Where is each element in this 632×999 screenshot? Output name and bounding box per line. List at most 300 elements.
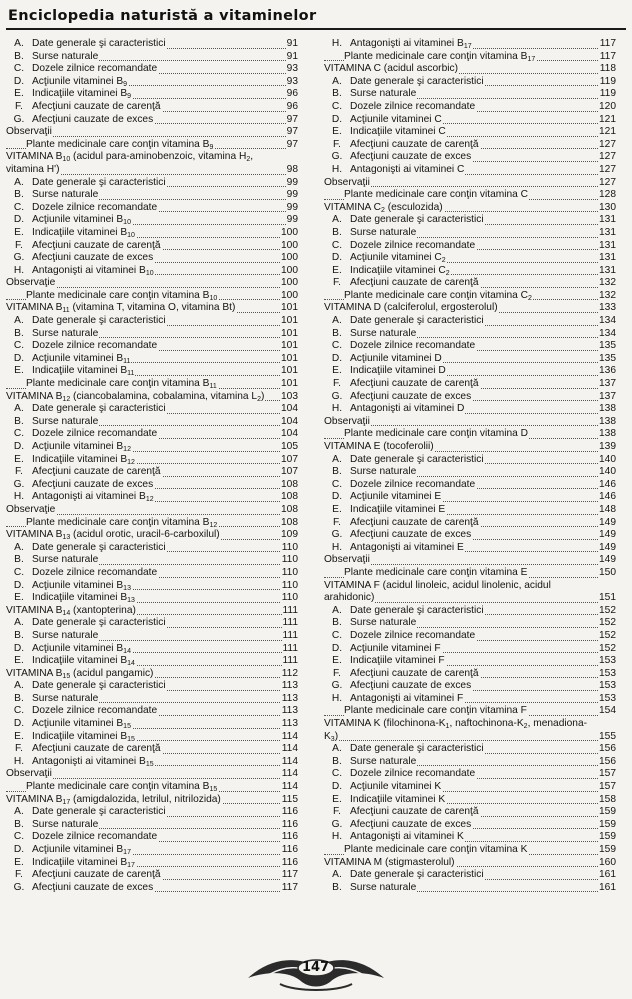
toc-entry: [6, 655, 298, 668]
toc-entry-letter: A.: [332, 75, 342, 87]
toc-entry-letter: E.: [14, 88, 24, 100]
toc-entry: [6, 806, 298, 819]
toc-page-number: 110: [281, 554, 298, 566]
toc-entry: [6, 353, 298, 366]
toc-entry-letter: C.: [331, 239, 343, 251]
toc-chapter-entry: [324, 718, 616, 731]
toc-entry-letter: D.: [331, 642, 343, 654]
toc-entry-text: D. Acţiunile vitaminei $B_{15}$: [6, 718, 132, 729]
toc-entry-text: F. Afecţiuni cauzate de carenţă: [324, 517, 480, 528]
toc-entry-text: C. Dozele zilnice recomandate: [324, 768, 476, 779]
toc-entry-text: C. Dozele zilnice recomandate: [324, 340, 476, 351]
toc-page-number: 97: [286, 113, 298, 125]
toc-entry-letter: E.: [332, 655, 342, 667]
toc-entry-text: C. Dozele zilnice recomandate: [6, 705, 158, 716]
toc-entry-letter: B.: [14, 692, 24, 704]
toc-entry-text: B. Surse naturale: [6, 189, 99, 200]
toc-entry-letter: D.: [331, 113, 343, 125]
toc-page-number: 139: [599, 441, 616, 452]
toc-entry-letter: F.: [333, 138, 341, 150]
toc-page-number: 135: [599, 340, 616, 352]
toc-entry-text: Observaţii: [324, 554, 370, 566]
toc-entry: [324, 705, 616, 718]
toc-page-number: 132: [599, 277, 616, 289]
book-title: Enciclopedia naturistă a vitaminelor: [8, 8, 317, 24]
toc-entry: [324, 756, 616, 769]
toc-page-number: 153: [599, 680, 616, 692]
toc-page-number: 128: [599, 189, 616, 201]
toc-entry-letter: E.: [14, 453, 24, 465]
toc-chapter-entry: [6, 605, 298, 618]
toc-page-number: 133: [599, 302, 616, 314]
toc-entry-letter: C.: [331, 100, 343, 112]
toc-entry: [6, 365, 298, 378]
toc-page-number: 100: [281, 277, 298, 289]
toc-page-number: 153: [599, 667, 616, 679]
toc-entry-letter: G.: [331, 680, 343, 692]
toc-entry-letter: B.: [14, 554, 24, 566]
toc-chapter-entry: [6, 529, 298, 542]
toc-entry-text: C. Dozele zilnice recomandate: [6, 831, 158, 842]
toc-entry-text: Observaţie: [6, 503, 56, 515]
toc-entry: [6, 819, 298, 832]
toc-page-number: 101: [281, 315, 298, 327]
toc-entry: [6, 403, 298, 416]
toc-entry-text: E. Indicaţiile vitaminei $B_{13}$: [6, 592, 136, 603]
toc-entry: [324, 743, 616, 756]
toc-entry: [324, 101, 616, 114]
toc-entry: [324, 416, 616, 429]
toc-entry-text: D. Acţiunile vitaminei $B_9$: [6, 76, 128, 87]
page-number: 147: [302, 960, 330, 975]
toc-entry-text: A. Date generale şi caracteristici: [324, 214, 485, 225]
toc-page-number: 151: [599, 592, 616, 604]
toc-page-number: 152: [599, 617, 616, 629]
toc-entry-text: D. Acţiunile vitaminei F: [324, 643, 442, 654]
toc-page-number: 138: [599, 428, 616, 440]
toc-entry: [6, 189, 298, 202]
toc-entry-text: Plante medicinale care conţin vitamina $B_{10}$: [26, 289, 218, 302]
toc-entry: [324, 214, 616, 227]
toc-entry-text: VITAMINA $B_{14}$ (xantopterina): [6, 604, 136, 617]
toc-entry-letter: E.: [332, 793, 342, 805]
toc-page-number: 104: [281, 415, 298, 427]
toc-page-number: 156: [599, 755, 616, 767]
toc-entry: [6, 680, 298, 693]
toc-page-number: 116: [281, 806, 298, 818]
toc-entry-text: H. Antagonişti ai vitaminei C: [324, 164, 465, 175]
toc-entry: [6, 51, 298, 64]
toc-entry: [324, 240, 616, 253]
toc-entry-letter: G.: [13, 881, 25, 893]
toc-page-number: 108: [281, 503, 298, 515]
toc-page-number: 119: [599, 88, 616, 100]
toc-entry: [324, 831, 616, 844]
toc-entry-letter: C.: [13, 566, 25, 578]
toc-page-number: 104: [281, 403, 298, 415]
toc-entry: [6, 378, 298, 391]
toc-page-number: 135: [599, 352, 616, 364]
toc-entry-text: A. Date generale şi caracteristici: [6, 806, 167, 817]
toc-entry-text: G. Afecţiuni cauzate de exces: [324, 819, 472, 830]
toc-entry-text: D. Acţiunile vitaminei $B_{10}$: [6, 214, 132, 225]
toc-entry: [6, 743, 298, 756]
toc-entry-letter: H.: [331, 403, 343, 415]
toc-entry: [6, 731, 298, 744]
toc-entry-text: E. Indicaţiile vitaminei $B_{17}$: [6, 857, 136, 868]
toc-entry-text: H. Antagonişti ai vitaminei $B_{12}$: [6, 491, 155, 502]
toc-page-number: 127: [599, 138, 616, 150]
toc-entry-text: B. Surse naturale: [324, 466, 417, 477]
toc-entry: [324, 88, 616, 101]
toc-entry-letter: H.: [13, 755, 25, 767]
toc-entry-text: G. Afecţiuni cauzate de exces: [324, 680, 472, 691]
toc-page-number: 91: [286, 50, 298, 62]
toc-entry-text: F. Afecţiuni cauzate de carenţă: [6, 240, 162, 251]
toc-entry-letter: B.: [332, 617, 342, 629]
toc-entry-letter: B.: [14, 50, 24, 62]
toc-chapter-entry: [324, 592, 616, 605]
toc-entry-text: G. Afecţiuni cauzate de exces: [6, 479, 154, 490]
toc-entry-letter: B.: [332, 881, 342, 893]
toc-entry-text: Plante medicinale care conţin vitamina $C_2$: [344, 289, 532, 302]
toc-entry: [6, 479, 298, 492]
toc-entry-text: Plante medicinale care conţin vitamina $B_{15}$: [26, 781, 218, 794]
toc-entry: [6, 542, 298, 555]
toc-entry-text: E. Indicaţiile vitaminei $B_{11}$: [6, 365, 135, 376]
toc-entry-text: D. Acţiunile vitaminei $B_{11}$: [6, 353, 131, 364]
toc-entry: [6, 290, 298, 303]
toc-entry-text: VITAMINA F (acidul linoleic, acidul linolenic, acidul: [324, 579, 551, 591]
toc-entry-letter: G.: [13, 252, 25, 264]
toc-entry-letter: A.: [332, 743, 342, 755]
toc-entry: [6, 252, 298, 265]
toc-page-number: 134: [599, 327, 616, 339]
toc-entry-text: Plante medicinale care conţin vitamina D: [344, 428, 529, 440]
toc-entry-letter: A.: [14, 680, 24, 692]
toc-page-number: 99: [286, 189, 298, 201]
toc-page-number: 99: [286, 176, 298, 188]
toc-entry-text: C. Dozele zilnice recomandate: [6, 428, 158, 439]
toc-entry-text: B. Surse naturale: [6, 630, 99, 641]
toc-entry-letter: H.: [331, 692, 343, 704]
toc-chapter-entry: [6, 302, 298, 315]
toc-page-number: 117: [281, 869, 298, 881]
toc-page-number: 113: [281, 680, 298, 692]
toc-entry-letter: B.: [14, 327, 24, 339]
toc-entry-text: E. Indicaţiile vitaminei $C_2$: [324, 265, 451, 276]
toc-page-number: 137: [599, 390, 616, 402]
toc-entry: [6, 441, 298, 454]
toc-entry-text: A. Date generale şi caracteristici: [6, 542, 167, 553]
toc-entry-letter: G.: [331, 151, 343, 163]
page-footer-ornament: [240, 948, 392, 994]
toc-entry: [6, 831, 298, 844]
toc-page-number: 117: [599, 38, 616, 49]
toc-entry-letter: E.: [332, 503, 342, 515]
toc-entry-text: A. Date generale şi caracteristici: [6, 617, 167, 628]
toc-entry: [324, 265, 616, 278]
toc-entry-letter: H.: [331, 541, 343, 553]
toc-entry-text: H. Antagonişti ai vitaminei $B_{17}$: [324, 38, 473, 49]
toc-page-number: 100: [281, 264, 298, 276]
toc-page-number: 127: [599, 176, 616, 188]
toc-entry-text: C. Dozele zilnice recomandate: [6, 340, 158, 351]
toc-page-number: 101: [281, 352, 298, 364]
toc-entry-text: VITAMINA $B_{15}$ (acidul pangamic): [6, 667, 154, 680]
toc-page-number: 159: [599, 818, 616, 830]
toc-entry-letter: B.: [332, 466, 342, 478]
toc-entry-letter: A.: [332, 604, 342, 616]
toc-entry-text: D. Acţiunile vitaminei E: [324, 491, 442, 502]
toc-entry-text: vitamina H'): [6, 163, 60, 175]
toc-entry: [6, 38, 298, 51]
toc-entry: [324, 542, 616, 555]
toc-entry-text: A. Date generale şi caracteristici: [324, 76, 485, 87]
toc-entry-letter: A.: [332, 214, 342, 226]
toc-entry-text: D. Acţiunile vitaminei C: [324, 114, 443, 125]
toc-entry-text: D. Acţiunile vitaminei $B_{14}$: [6, 643, 132, 654]
toc-chapter-entry: [324, 857, 616, 870]
toc-page-number: 153: [599, 692, 616, 704]
toc-entry: [324, 151, 616, 164]
toc-entry: [324, 126, 616, 139]
toc-entry: [324, 882, 616, 895]
toc-chapter-entry: [6, 668, 298, 681]
toc-entry-text: Plante medicinale care conţin vitamina C: [344, 189, 529, 201]
toc-entry-letter: D.: [13, 75, 25, 87]
toc-entry-text: B. Surse naturale: [6, 693, 99, 704]
toc-entry: [324, 680, 616, 693]
toc-entry: [6, 756, 298, 769]
toc-entry-letter: F.: [15, 100, 23, 112]
toc-entry: [6, 580, 298, 593]
toc-entry-text: B. Surse naturale: [6, 554, 99, 565]
toc-entry-text: A. Date generale şi caracteristici: [324, 743, 485, 754]
toc-page-number: 159: [599, 831, 616, 843]
toc-entry: [6, 592, 298, 605]
toc-entry-text: F. Afecţiuni cauzate de carenţă: [324, 277, 480, 288]
toc-page-number: 121: [599, 126, 616, 138]
toc-entry: [6, 466, 298, 479]
toc-page-number: 119: [599, 75, 616, 87]
toc-entry-text: E. Indicaţiile vitaminei K: [324, 794, 446, 805]
toc-entry-text: F. Afecţiuni cauzate de carenţă: [6, 101, 162, 112]
toc-entry: [6, 693, 298, 706]
toc-entry-text: F. Afecţiuni cauzate de carenţă: [324, 668, 480, 679]
toc-entry-text: D. Acţiunile vitaminei $B_{17}$: [6, 844, 132, 855]
toc-entry-letter: H.: [13, 264, 25, 276]
toc-page-number: 97: [286, 126, 298, 138]
toc-entry-text: G. Afecţiuni cauzate de exces: [324, 151, 472, 162]
toc-entry-letter: F.: [15, 239, 23, 251]
toc-entry-text: A. Date generale şi caracteristici: [6, 177, 167, 188]
toc-page-number: 117: [281, 881, 298, 893]
toc-entry: [324, 164, 616, 177]
toc-entry-letter: D.: [13, 844, 25, 855]
toc-entry-letter: D.: [13, 579, 25, 591]
toc-entry: [6, 416, 298, 429]
toc-entry: [6, 705, 298, 718]
toc-entry-letter: G.: [331, 818, 343, 830]
toc-entry-letter: B.: [14, 629, 24, 641]
toc-entry-text: E. Indicaţiile vitaminei $B_{12}$: [6, 454, 136, 465]
toc-entry-text: A. Date generale şi caracteristici: [6, 403, 167, 414]
toc-page-number: 127: [599, 163, 616, 175]
toc-page-number: 114: [281, 755, 298, 767]
toc-entry: [324, 353, 616, 366]
toc-entry-text: E. Indicaţiile vitaminei $B_{10}$: [6, 227, 136, 238]
toc-page-number: 111: [282, 604, 298, 616]
toc-page-number: 110: [281, 566, 298, 578]
toc-entry-letter: G.: [13, 478, 25, 490]
toc-entry-text: $K_3$): [324, 730, 339, 743]
toc-entry-text: H. Antagonişti ai vitaminei $B_{10}$: [6, 265, 155, 276]
toc-entry-text: B. Surse naturale: [324, 227, 417, 238]
toc-entry-text: VITAMINA M (stigmasterolul): [324, 856, 455, 868]
toc-entry-text: Plante medicinale care conţin vitamina K: [344, 844, 528, 855]
toc-entry-text: VITAMINA D (calciferolul, ergosterolul): [324, 302, 498, 314]
toc-page-number: 140: [599, 466, 616, 478]
toc-page-number: 116: [281, 818, 298, 830]
toc-entry-letter: A.: [332, 869, 342, 881]
toc-entry: [6, 315, 298, 328]
toc-page-number: 98: [286, 163, 298, 175]
toc-entry-letter: H.: [331, 38, 343, 49]
toc-entry: [6, 177, 298, 190]
toc-entry: [6, 227, 298, 240]
toc-entry: [324, 51, 616, 64]
toc-entry-text: F. Afecţiuni cauzate de carenţă: [6, 466, 162, 477]
toc-page-number: 100: [281, 289, 298, 301]
toc-chapter-entry: [324, 441, 616, 454]
toc-entry-text: VITAMINA $B_{13}$ (acidul orotic, uracil-6-carboxilul): [6, 529, 220, 542]
toc-page-number: 103: [281, 390, 298, 402]
toc-entry-letter: B.: [14, 818, 24, 830]
toc-chapter-entry: [324, 580, 616, 593]
toc-entry-letter: C.: [331, 478, 343, 490]
toc-entry-letter: D.: [13, 214, 25, 226]
toc-entry: [324, 252, 616, 265]
toc-entry: [324, 668, 616, 681]
toc-page-number: 150: [599, 566, 616, 578]
toc-entry-text: G. Afecţiuni cauzate de exces: [6, 882, 154, 893]
toc-page-number: 138: [599, 403, 616, 415]
toc-entry-text: H. Antagonişti ai vitaminei K: [324, 831, 465, 842]
toc-page-number: 154: [599, 705, 616, 717]
toc-entry: [324, 819, 616, 832]
toc-entry-text: B. Surse naturale: [6, 328, 99, 339]
toc-page-number: 100: [281, 226, 298, 238]
toc-entry: [324, 139, 616, 152]
toc-entry: [6, 504, 298, 517]
toc-entry-letter: D.: [13, 718, 25, 730]
toc-entry: [324, 630, 616, 643]
toc-page-number: 114: [281, 743, 298, 755]
toc-entry: [324, 479, 616, 492]
toc-entry-letter: F.: [15, 869, 23, 881]
toc-page-number: 107: [281, 453, 298, 465]
toc-page-number: 159: [599, 844, 616, 855]
toc-entry: [6, 88, 298, 101]
toc-page-number: 148: [599, 503, 616, 515]
toc-entry: [324, 643, 616, 656]
toc-entry-text: E. Indicaţiile vitaminei D: [324, 365, 447, 376]
toc-entry-text: Plante medicinale care conţin vitamina F: [344, 705, 527, 717]
toc-entry-letter: F.: [15, 466, 23, 478]
toc-entry: [6, 643, 298, 656]
toc-entry: [324, 454, 616, 467]
toc-page-number: 101: [281, 327, 298, 339]
toc-entry: [324, 340, 616, 353]
toc-entry-text: D. Acţiunile vitaminei $B_{12}$: [6, 441, 132, 452]
toc-entry: [6, 768, 298, 781]
toc-entry-text: F. Afecţiuni cauzate de carenţă: [324, 139, 480, 150]
toc-entry-text: Observaţie: [6, 277, 56, 289]
toc-entry: [6, 617, 298, 630]
toc-entry-letter: C.: [13, 63, 25, 75]
toc-page-number: 101: [281, 365, 298, 377]
toc-entry: [6, 869, 298, 882]
toc-entry-text: C. Dozele zilnice recomandate: [324, 101, 476, 112]
toc-page-number: 160: [599, 856, 616, 868]
toc-entry-letter: C.: [331, 340, 343, 352]
toc-page-number: 96: [286, 100, 298, 112]
toc-entry-text: F. Afecţiuni cauzate de carenţă: [6, 743, 162, 754]
toc-page-number: 113: [281, 705, 298, 717]
toc-chapter-entry: [324, 731, 616, 744]
toc-entry-text: Observaţii: [6, 126, 52, 138]
toc-entry: [324, 365, 616, 378]
toc-entry-letter: C.: [331, 768, 343, 780]
toc-entry-text: C. Dozele zilnice recomandate: [324, 479, 476, 490]
toc-entry-text: Plante medicinale care conţin vitamina E: [344, 566, 528, 578]
toc-entry-text: C. Dozele zilnice recomandate: [324, 240, 476, 251]
toc-entry-text: D. Acţiunile vitaminei $B_{13}$: [6, 580, 132, 591]
toc-entry-text: D. Acţiunile vitaminei D: [324, 353, 443, 364]
toc-entry: [324, 693, 616, 706]
toc-page-number: 116: [281, 856, 298, 868]
toc-entry-text: C. Dozele zilnice recomandate: [6, 202, 158, 213]
toc-entry: [6, 265, 298, 278]
toc-page-number: 153: [599, 655, 616, 667]
toc-entry-text: B. Surse naturale: [324, 617, 417, 628]
toc-entry-letter: A.: [14, 403, 24, 415]
toc-page-number: 104: [281, 428, 298, 440]
toc-entry: [324, 529, 616, 542]
toc-page-number: 101: [281, 302, 298, 314]
toc-entry-letter: E.: [14, 856, 24, 868]
toc-entry: [6, 63, 298, 76]
toc-entry: [6, 781, 298, 794]
toc-entry: [6, 328, 298, 341]
toc-entry-text: Observaţii: [6, 768, 52, 780]
toc-page-number: 149: [599, 541, 616, 553]
toc-page-number: 97: [286, 138, 298, 150]
toc-entry: [324, 227, 616, 240]
toc-page-number: 116: [281, 831, 298, 843]
toc-entry-letter: G.: [331, 529, 343, 541]
toc-entry: [6, 882, 298, 895]
toc-entry-letter: D.: [331, 781, 343, 793]
toc-page-number: 110: [281, 592, 298, 604]
toc-entry-letter: E.: [14, 226, 24, 238]
toc-entry-text: G. Afecţiuni cauzate de exces: [6, 252, 154, 263]
toc-entry: [6, 491, 298, 504]
toc-entry-letter: B.: [332, 755, 342, 767]
toc-chapter-entry: [6, 151, 298, 164]
toc-page-number: 114: [281, 768, 298, 780]
